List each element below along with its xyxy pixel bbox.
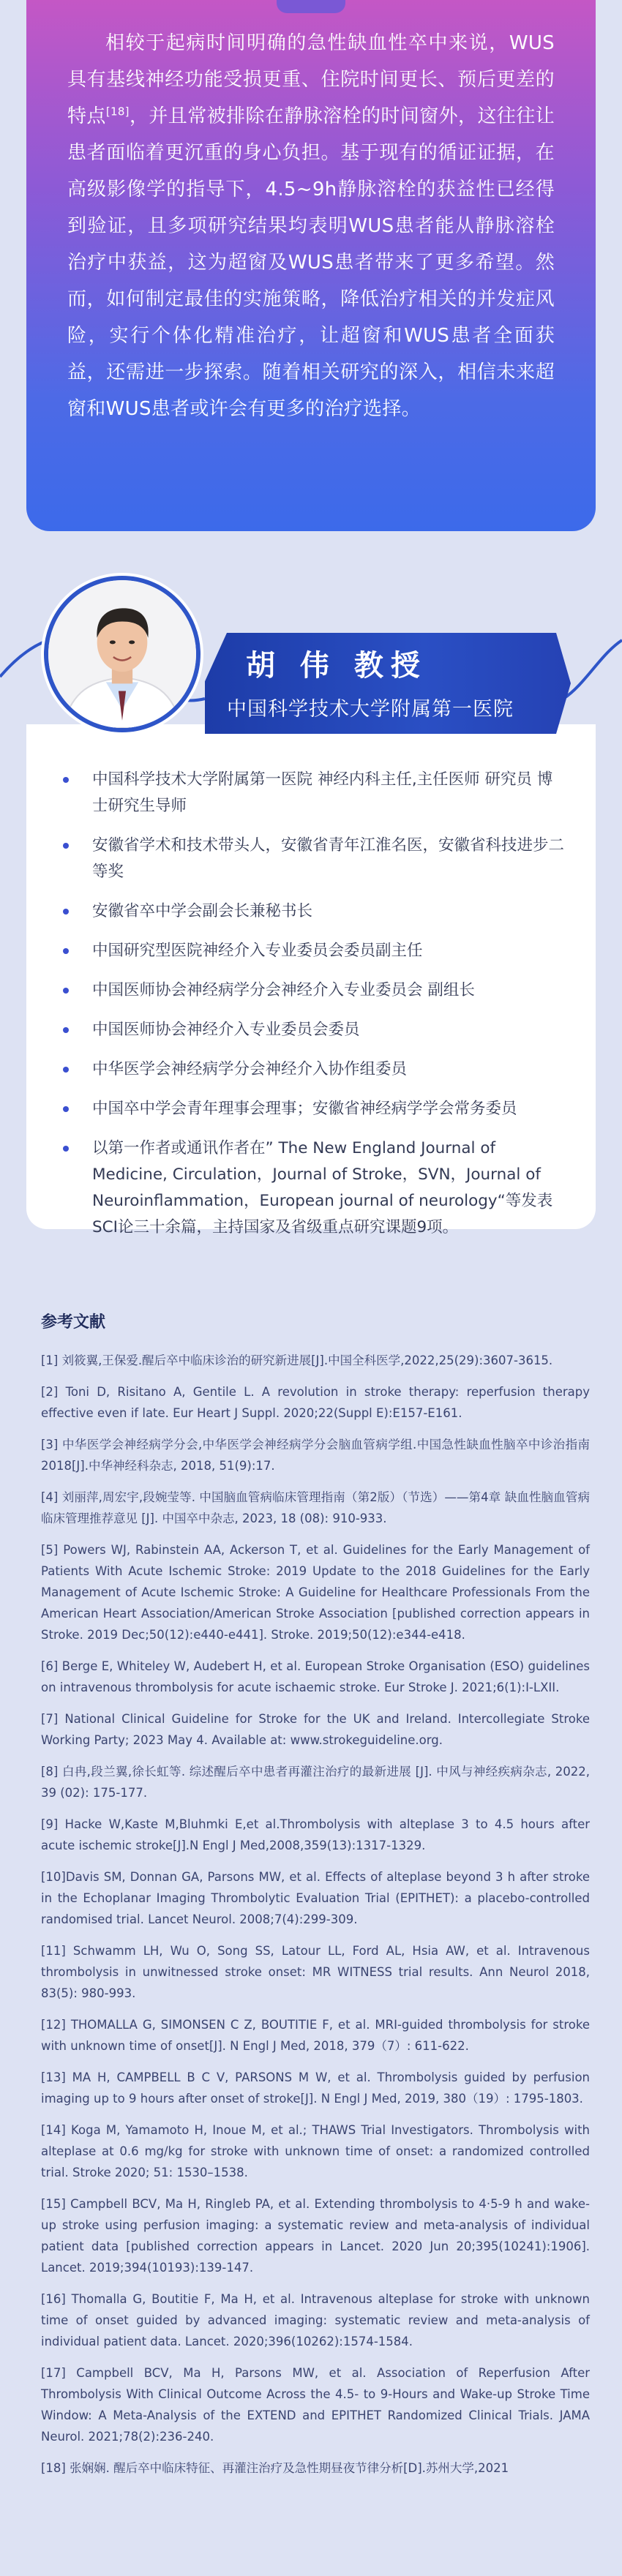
reference-item: [18] 张娴娴. 醒后卒中临床特征、再灌注治疗及急性期昼夜节律分析[D].苏州大学,2021 bbox=[41, 2461, 509, 2475]
reference-item: [7] National Clinical Guideline for Stroke for the UK and Ireland. Intercollegiate Stroke Working Party; 2023 May 4. Available at: www.strokeguideline.org. bbox=[41, 1712, 590, 1747]
expert-organization: 中国科学技术大学附属第一医院 bbox=[227, 698, 514, 721]
references-section bbox=[41, 1310, 590, 2489]
intro-card bbox=[26, 0, 596, 531]
references-heading: 参考文献 bbox=[41, 1313, 106, 1332]
citation-18[interactable]: [18] bbox=[105, 105, 130, 119]
bio-item: 中国科学技术大学附属第一医院 神经内科主任,主任医师 研究员 博士研究生导师 bbox=[60, 767, 566, 819]
expert-name: 胡 伟 教授 bbox=[246, 649, 427, 683]
bio-item: 中国研究型医院神经介入专业委员会委员副主任 bbox=[60, 938, 566, 964]
intro-text-part-2: ，并且常被排除在静脉溶栓的时间窗外，这往往让患者面临着更沉重的身心负担。基于现有的循证证据，在高级影像学的指导下，4.5~9h静脉溶栓的获益性已经得到验证，且多项研究结果均表明WUS患者能从静脉溶栓治疗中获益，这为超窗及WUS患者带来了更多希望。然而，如何制定最佳的实施策略，降低治疗相关的并发症风险，实行个体化精准治疗，让超窗和WUS患者全面获益，还需进一步探索。随着相关研究的深入，相信未来超窗和WUS患者或许会有更多的治疗选择。 bbox=[67, 105, 555, 420]
bio-item: 中国医师协会神经病学分会神经介入专业委员会 副组长 bbox=[60, 977, 566, 1004]
reference-item: [13] MA H, CAMPBELL B C V, PARSONS M W, et al. Thrombolysis guided by perfusion imaging up to 9 hours after onset of stroke[J]. N Engl J Med, 2019, 380（19）: 1795-1803. bbox=[41, 2070, 590, 2106]
bio-card bbox=[26, 724, 596, 1236]
reference-item: [1] 刘筱翼,王保爱.醒后卒中临床诊治的研究新进展[J].中国全科医学,2022,25(29):3607-3615. bbox=[41, 1353, 553, 1367]
reference-item: [12] THOMALLA G, SIMONSEN C Z, BOUTITIE F, et al. MRI-guided thrombolysis for stroke with unknown time of onset[J]. N Engl J Med, 2018, 379（7）: 611-622. bbox=[41, 2018, 590, 2053]
portrait-illustration bbox=[48, 580, 196, 728]
reference-item: [9] Hacke W,Kaste M,Bluhmki E,et al.Thrombolysis with alteplase 3 to 4.5 hours after acute ischemic stroke[J].N Engl J Med,2008,359(13):1317-1329. bbox=[41, 1817, 590, 1852]
reference-item: [15] Campbell BCV, Ma H, Ringleb PA, et al. Extending thrombolysis to 4·5-9 h and wake-up stroke using perfusion imaging: a systematic review and meta-analysis of individual patient data [published correction appears in Lancet. 2020 Jun 20;395(10241):1906]. Lancet. 2019;394(10193):139-147. bbox=[41, 2197, 590, 2275]
reference-item: [17] Campbell BCV, Ma H, Parsons MW, et al. Association of Reperfusion After Thrombolysis With Clinical Outcome Across the 4.5- to 9-Hours and Wake-up Stroke Time Window: A Meta-Analysis of the EXTEND and EPITHET Randomized Clinical Trials. JAMA Neurol. 2021;78(2):236-240. bbox=[41, 2366, 590, 2444]
bio-list bbox=[60, 767, 566, 1241]
reference-item: [2] Toni D, Risitano A, Gentile L. A revolution in stroke therapy: reperfusion therapy effective even if late. Eur Heart J Suppl. 2020;22(Suppl E):E157-E161. bbox=[41, 1385, 590, 1420]
card-tab-notch bbox=[277, 0, 345, 13]
reference-item: [5] Powers WJ, Rabinstein AA, Ackerson T, et al. Guidelines for the Early Management of Patients With Acute Ischemic Stroke: 2019 Update to the 2018 Guidelines for the Early Management of Acute Ischemic Stroke: A Guideline for Healthcare Professionals From the American Heart Association/American Stroke Association [published correction appears in Stroke. 2019 Dec;50(12):e440-e441]. Stroke. 2019;50(12):e344-e418. bbox=[41, 1543, 590, 1642]
bio-item: 安徽省学术和技术带头人，安徽省青年江淮名医，安徽省科技进步二等奖 bbox=[60, 833, 566, 885]
intro-paragraph bbox=[67, 25, 555, 427]
reference-item: [3] 中华医学会神经病学分会,中华医学会神经病学分会脑血管病学组.中国急性缺血性脑卒中诊治指南2018[J].中华神经科杂志, 2018, 51(9):17. bbox=[41, 1438, 590, 1473]
expert-avatar bbox=[44, 576, 201, 732]
reference-item: [4] 刘丽萍,周宏宇,段婉莹等. 中国脑血管病临床管理指南（第2版）（节选）——第4章 缺血性脑血管病临床管理推荐意见 [J]. 中国卒中杂志, 2023, 18 (08): 910-933. bbox=[41, 1490, 590, 1525]
bio-item: 安徽省卒中学会副会长兼秘书长 bbox=[60, 898, 566, 925]
bio-item: 中华医学会神经病学分会神经介入协作组委员 bbox=[60, 1056, 566, 1083]
reference-item: [8] 白冉,段兰翼,徐长虹等. 综述醒后卒中患者再灌注治疗的最新进展 [J]. 中风与神经疾病杂志, 2022, 39 (02): 175-177. bbox=[41, 1765, 590, 1800]
reference-item: [14] Koga M, Yamamoto H, Inoue M, et al.; THAWS Trial Investigators. Thrombolysis with alteplase at 0.6 mg/kg for stroke with unknown time of onset: a randomized controlled trial. Stroke 2020; 51: 1530–1538. bbox=[41, 2123, 590, 2179]
bio-item: 以第一作者或通讯作者在” The New England Journal of Medicine, Circulation，Journal of Stroke，SVN，Journal of Neuroinflammation，European journal of neurology“等发表SCI论三十余篇，主持国家及省级重点研究课题9项。 bbox=[60, 1135, 566, 1241]
bio-item: 中国医师协会神经介入专业委员会委员 bbox=[60, 1017, 566, 1043]
reference-item: [10]Davis SM, Donnan GA, Parsons MW, et al. Effects of alteplase beyond 3 h after stroke in the Echoplanar Imaging Thrombolytic Evaluation Trial (EPITHET): a placebo-controlled randomised trial. Lancet Neurol. 2008;7(4):299-309. bbox=[41, 1870, 590, 1926]
reference-item: [6] Berge E, Whiteley W, Audebert H, et al. European Stroke Organisation (ESO) guidelines on intravenous thrombolysis for acute ischaemic stroke. Eur Stroke J. 2021;6(1):I-LXII. bbox=[41, 1659, 590, 1694]
bio-item: 中国卒中学会青年理事会理事；安徽省神经病学学会常务委员 bbox=[60, 1096, 566, 1122]
reference-item: [16] Thomalla G, Boutitie F, Ma H, et al. Intravenous alteplase for stroke with unknown time of onset guided by advanced imaging: systematic review and meta-analysis of individual patient data. Lancet. 2020;396(10262):1574-1584. bbox=[41, 2292, 590, 2348]
reference-item: [11] Schwamm LH, Wu O, Song SS, Latour LL, Ford AL, Hsia AW, et al. Intravenous thrombolysis in unwitnessed stroke onset: MR WITNESS trial results. Ann Neurol 2018, 83(5): 980-993. bbox=[41, 1944, 590, 2000]
intro-text-part-1: 相较于起病时间明确的急性缺血性卒中来说，WUS具有基线神经功能受损更重、住院时间更长、预后更差的特点 bbox=[67, 32, 555, 127]
